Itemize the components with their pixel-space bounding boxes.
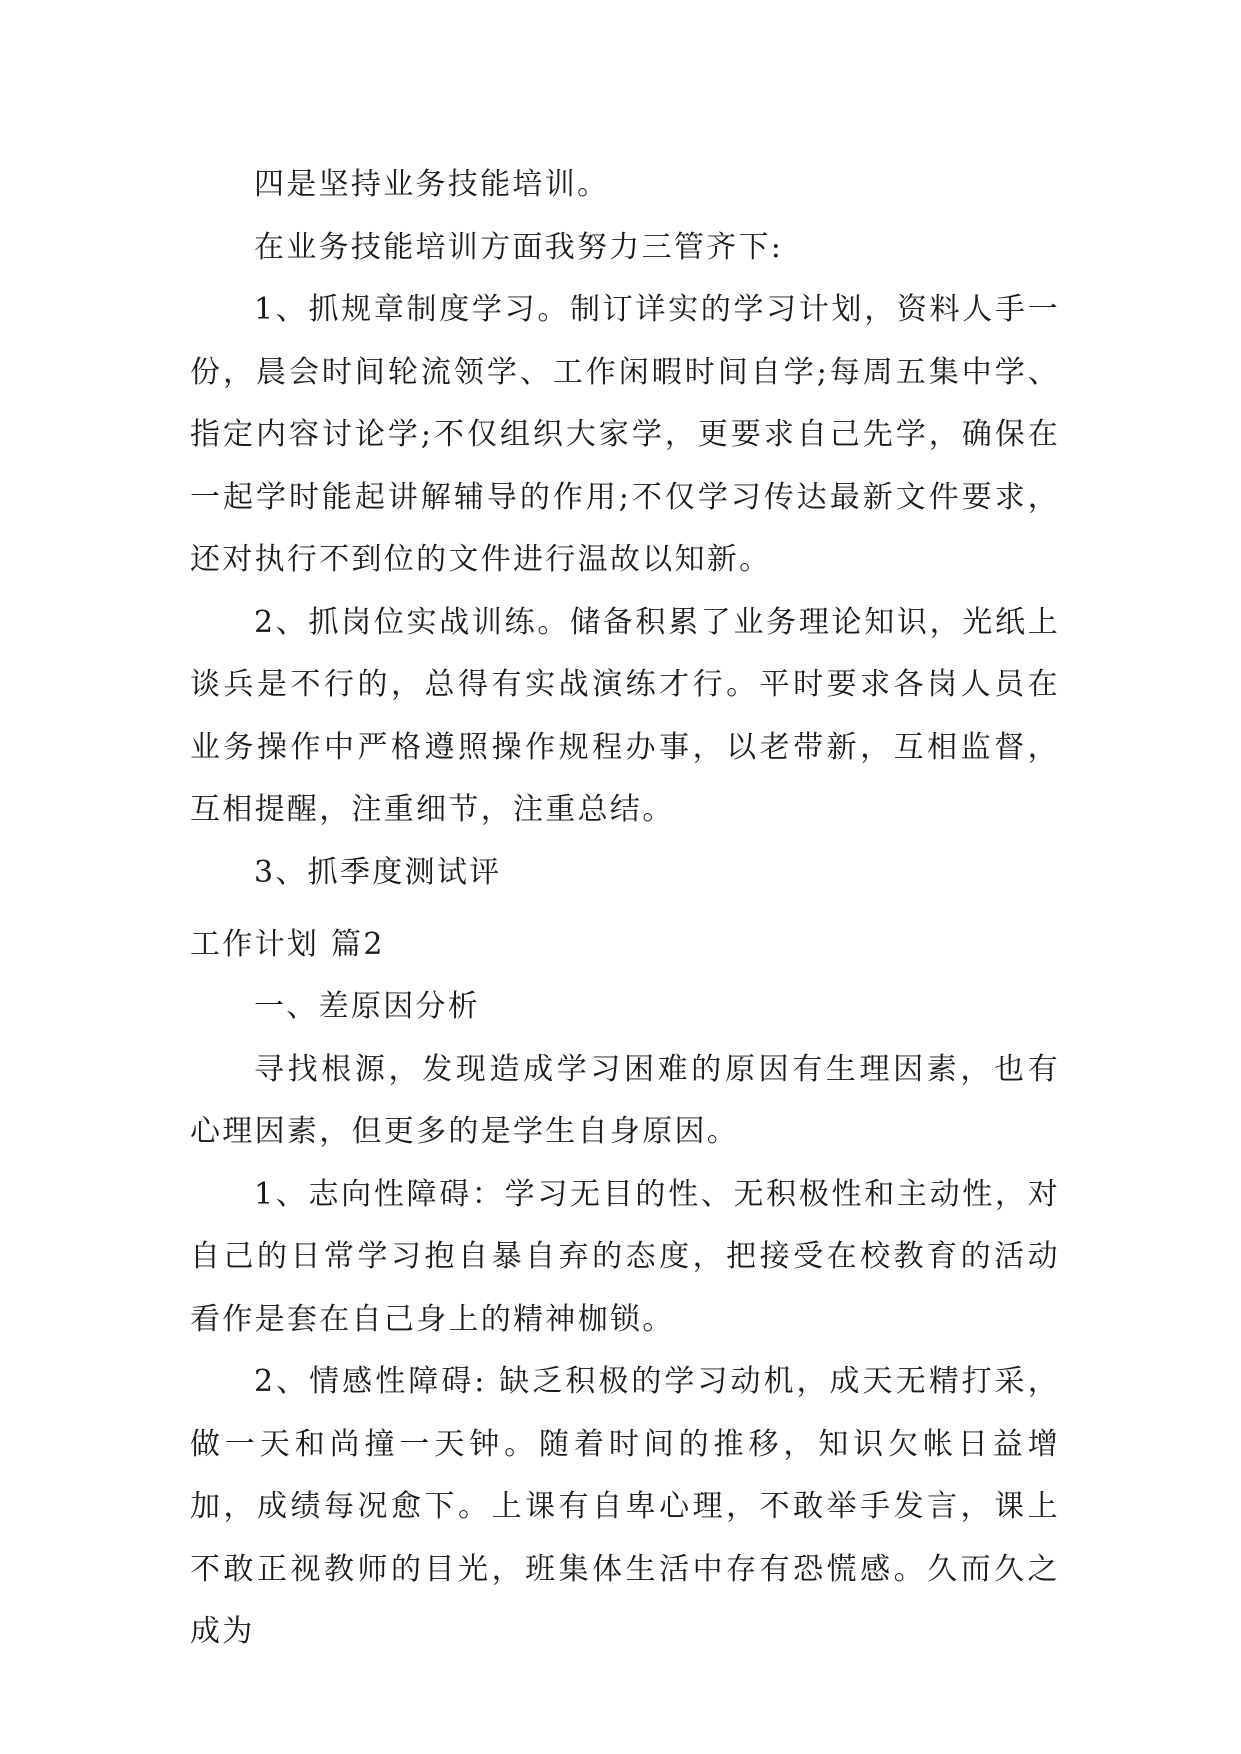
paragraph: 2、情感性障碍: 缺乏积极的学习动机，成天无精打采，做一天和尚撞一天钟。随着时间的推移，知识欠帐日益增加，成绩每况愈下。上课有自卑心理，不敢举手发言，课上不敢正视教师的目光，班集体生活中存有恐慌感。久而久之成为 <box>190 1364 1060 1649</box>
paragraph: 1、志向性障碍：学习无目的性、无积极性和主动性，对自己的日常学习抱自暴自弃的态度，把接受在校教育的活动看作是套在自己身上的精神枷锁。 <box>190 1176 1060 1337</box>
section-2-heading: 工作计划 篇2 <box>190 927 385 962</box>
section-1-body <box>190 154 1060 904</box>
paragraph: 一、差原因分析 <box>254 989 481 1024</box>
paragraph: 寻找根源，发现造成学习困难的原因有生理因素，也有心理因素，但更多的是学生自身原因。 <box>190 1051 1060 1149</box>
paragraph: 2、抓岗位实战训练。储备积累了业务理论知识，光纸上谈兵是不行的，总得有实战演练才行。平时要求各岗人员在业务操作中严格遵照操作规程办事，以老带新，互相监督，互相提醒，注重细节，注重总结。 <box>190 604 1060 827</box>
section-2-body <box>190 976 1060 1664</box>
paragraph: 四是坚持业务技能培训。 <box>254 167 610 202</box>
paragraph: 1、抓规章制度学习。制订详实的学习计划，资料人手一份，晨会时间轮流领学、工作闲暇时间自学;每周五集中学、指定内容讨论学;不仅组织大家学，更要求自己先学，确保在一起学时能起讲解辅导的作用;不仅学习传达最新文件要求，还对执行不到位的文件进行温故以知新。 <box>190 292 1060 577</box>
paragraph: 3、抓季度测试评 <box>254 854 502 890</box>
paragraph: 在业务技能培训方面我努力三管齐下: <box>254 229 784 265</box>
